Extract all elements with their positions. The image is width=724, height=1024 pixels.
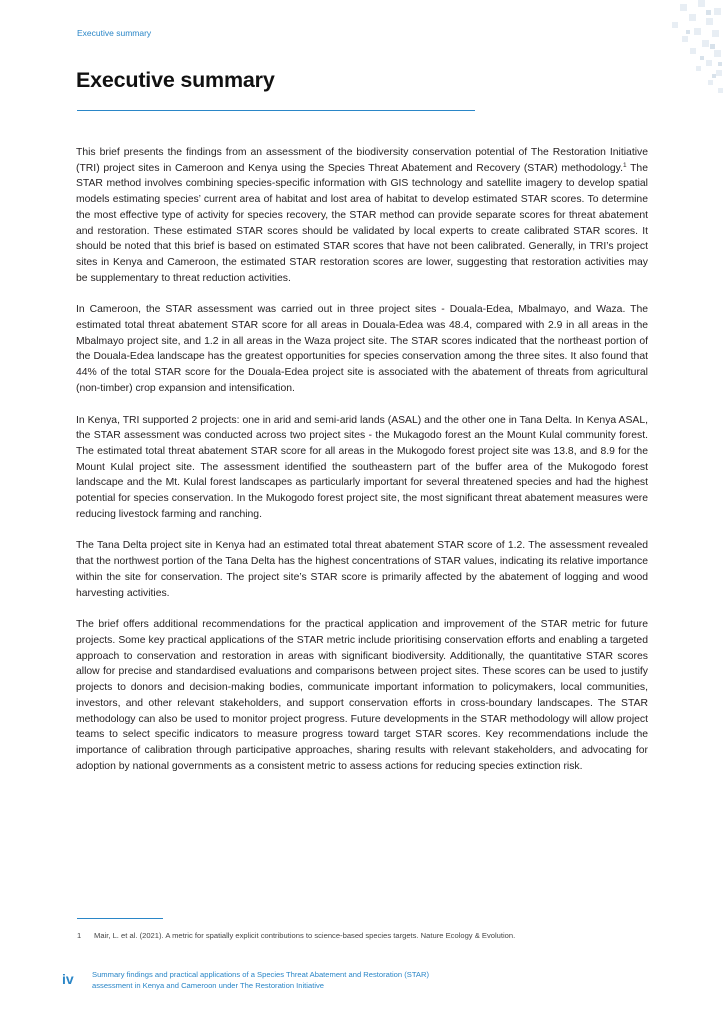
running-title-line: Summary findings and practical applications of a Species Threat Abatement and Restoration (STAR) xyxy=(92,970,429,979)
section-header-label: Executive summary xyxy=(77,28,152,38)
running-title xyxy=(92,970,492,991)
page-number: iv xyxy=(62,971,74,987)
footnote-reference: 1 xyxy=(622,161,627,169)
paragraph xyxy=(76,145,648,286)
footnote-number: 1 xyxy=(77,931,82,940)
paragraph: In Cameroon, the STAR assessment was carried out in three project sites - Douala-Edea, Mbalmayo, and Waza. The estimated total threat abatement STAR score for all areas in Douala-Edea was 48.4, compared with 2.9 in all areas in the Mbalmayo project site, and 1.2 in all areas in the Waza project site. The STAR scores indicated that the northeast portion of the Douala-Edea landscape has the greatest opportunities for species conservation among the three sites. It also found that 44% of the total STAR score for the Douala-Edea project site is associated with the abatement of threats from agricultural (non-timber) crop expansion and intensification. xyxy=(76,304,648,394)
paragraph: In Kenya, TRI supported 2 projects: one in arid and semi-arid lands (ASAL) and the other one in Tana Delta. In Kenya ASAL, the STAR assessment was conducted across two project sites - the Mukagodo forest an the Mount Kulal community forest. The estimated total threat abatement STAR score for all areas in the Mukogodo forest project site was 13.8, and 8.9 for the Mount Kulal project site. The assessment identified the southeastern part of the buffer area of the Mukogodo forest landscape and the Mt. Kulal forest landscapes as particularly important for several threatened species and had the highest potential for species conservation. In the Mukogodo forest project site, the most significant threat abatement measures were reducing livestock farming and ranching. xyxy=(76,414,648,520)
page-title: Executive summary xyxy=(76,68,275,92)
paragraph: The brief offers additional recommendations for the practical application and improvement of the STAR metric for future projects. Some key practical applications of the STAR metric include prioritising conservation efforts and enabling a targeted approach to conservation and restoration in areas with significant biodiversity. Additionally, the quantitative STAR scores allow for precise and standardised evaluations and comparisons between project sites. These scores can be used to justify projects to donors and decision-making bodies, communicate important information to policymakers, local communities, investors, and other relevant stakeholders, and support conservation efforts in cross-boundary landscapes. The STAR methodology can also be used to monitor project progress. Future developments in the STAR methodology will allow project teams to select specific indicators to measure progress toward target STAR scores. Key recommendations include the importance of calibration through participative approaches, sharing results with relevant stakeholders, and advocating for adoption by national governments as a consistent metric to assess actions for reducing species extinction risk. xyxy=(76,619,648,772)
body-text xyxy=(76,145,648,790)
paragraph: The Tana Delta project site in Kenya had an estimated total threat abatement STAR score of 1.2. The assessment revealed that the northwest portion of the Tana Delta has the highest concentrations of STAR values, indicating its relative importance within the site for conservation. The project site’s STAR score is primarily affected by the abatement of logging and wood harvesting activities. xyxy=(76,540,648,599)
title-divider xyxy=(77,110,475,111)
footnote-divider xyxy=(77,918,163,919)
pixel-decoration xyxy=(594,0,724,100)
footnote xyxy=(77,931,657,940)
paragraph-text: The STAR method involves combining species-specific information with GIS technology and satellite imagery to develop spatial models estimating species’ current area of habitat and lost area of habitat to develop estimated STAR scores. To determine the most effective type of activity for species recovery, the STAR method can provide separate scores for threat abatement and restoration. These estimated STAR scores should be validated by local experts to create calibrated STAR scores. It should be noted that this brief is based on estimated STAR scores that have not been calibrated. Generally, in TRI’s project sites in Kenya and Cameroon, the estimated STAR restoration scores are lower, suggesting that restoration activities may be supplementary to threat reduction activities. xyxy=(76,162,648,284)
running-title-line: assessment in Kenya and Cameroon under The Restoration Initiative xyxy=(92,980,325,990)
paragraph-text: This brief presents the findings from an assessment of the biodiversity conservation potential of The Restoration Initiative (TRI) project sites in Cameroon and Kenya using the Species Threat Abatement and Recovery (STAR) methodology. xyxy=(76,147,648,174)
footnote-text: Mair, L. et al. (2021). A metric for spatially explicit contributions to science-based species targets. Nature Ecology & Evolution. xyxy=(94,931,516,940)
